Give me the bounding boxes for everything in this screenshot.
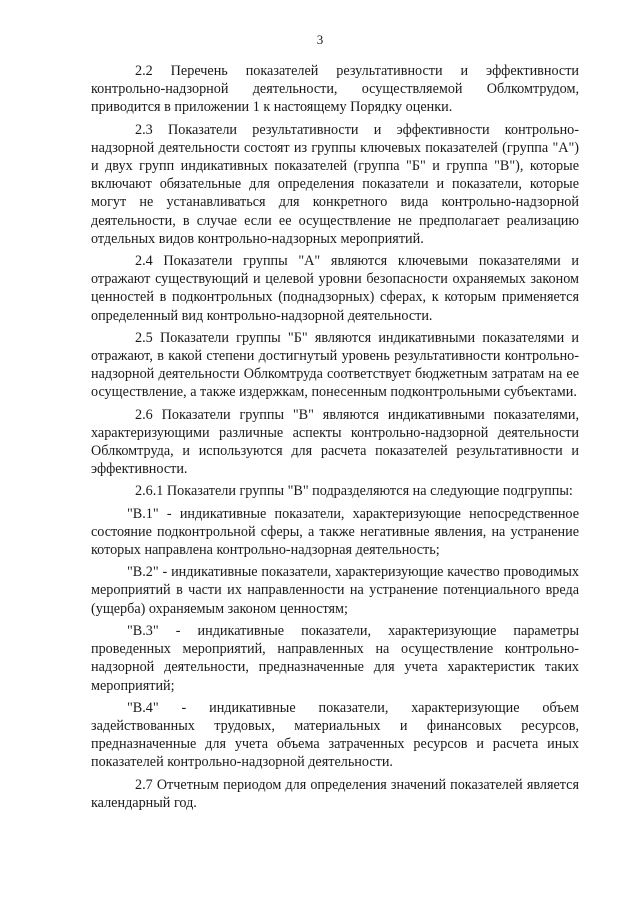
paragraph-2-4: 2.4 Показатели группы "А" являются ключевыми показателями и отражают существующий и целевой уровни безопасности охраняемых законом ценностей в подконтрольных (поднадзорных) сферах, к которым применяется определенный вид контрольно-надзорной деятельности. — [91, 253, 579, 324]
document-body — [91, 62, 579, 816]
subgroup-v2: "В.2" - индикативные показатели, характеризующие качество проводимых мероприятий в части их направленности на устранение потенциального вреда (ущерба) охраняемым законом ценностям; — [91, 564, 579, 617]
page-number: 3 — [316, 32, 324, 47]
paragraph-2-2: 2.2 Перечень показателей результативности и эффективности контрольно-надзорной деятельности, осуществляемой Облкомтрудом, приводится в приложении 1 к настоящему Порядку оценки. — [91, 63, 579, 116]
paragraph-2-5: 2.5 Показатели группы "Б" являются индикативными показателями и отражают, в какой степени достигнутый уровень результативности контрольно-надзорной деятельности Облкомтруда соответствует бюджетным затратам на ее осуществление, а также издержкам, понесенным подконтрольными субъектами. — [91, 329, 579, 401]
paragraph-2-3: 2.3 Показатели результативности и эффективности контрольно-надзорной деятельности состоят из группы ключевых показателей (группа "А") и двух групп индикативных показателей (группа "Б" и группа "В"), которые включают обязательные для определения показатели и показатели, которые могут не устанавливаться для конкретного вида контрольно-надзорной деятельности, в случае если ее осуществление не предполагает реализацию отдельных видов контрольно-надзорных мероприятий. — [91, 121, 579, 247]
paragraph-2-6: 2.6 Показатели группы "В" являются индикативными показателями, характеризующими различные аспекты контрольно-надзорной деятельности Облкомтруда, и используются для расчета показателей результативности и эффективности. — [91, 406, 579, 478]
subgroup-v1: "В.1" - индикативные показатели, характеризующие непосредственное состояние подконтрольной сферы, а также негативные явления, на устранение которых направлена контрольно-надзорная деятельность; — [91, 505, 579, 559]
subgroup-v4: "В.4" - индикативные показатели, характеризующие объем задействованных трудовых, материальных и финансовых ресурсов, предназначенные для учета объема затраченных ресурсов и расчета иных показателей контрольно-надзорной деятельности. — [91, 699, 579, 771]
paragraph-2-6-1: 2.6.1 Показатели группы "В" подразделяются на следующие подгруппы: — [135, 483, 573, 500]
subgroup-v3: "В.3" - индикативные показатели, характеризующие параметры проведенных мероприятий, направленных на осуществление контрольно-надзорной деятельности, предназначенные для учета характеристик таких мероприятий; — [91, 622, 579, 694]
paragraph-2-7: 2.7 Отчетным периодом для определения значений показателей является календарный год. — [91, 776, 579, 811]
